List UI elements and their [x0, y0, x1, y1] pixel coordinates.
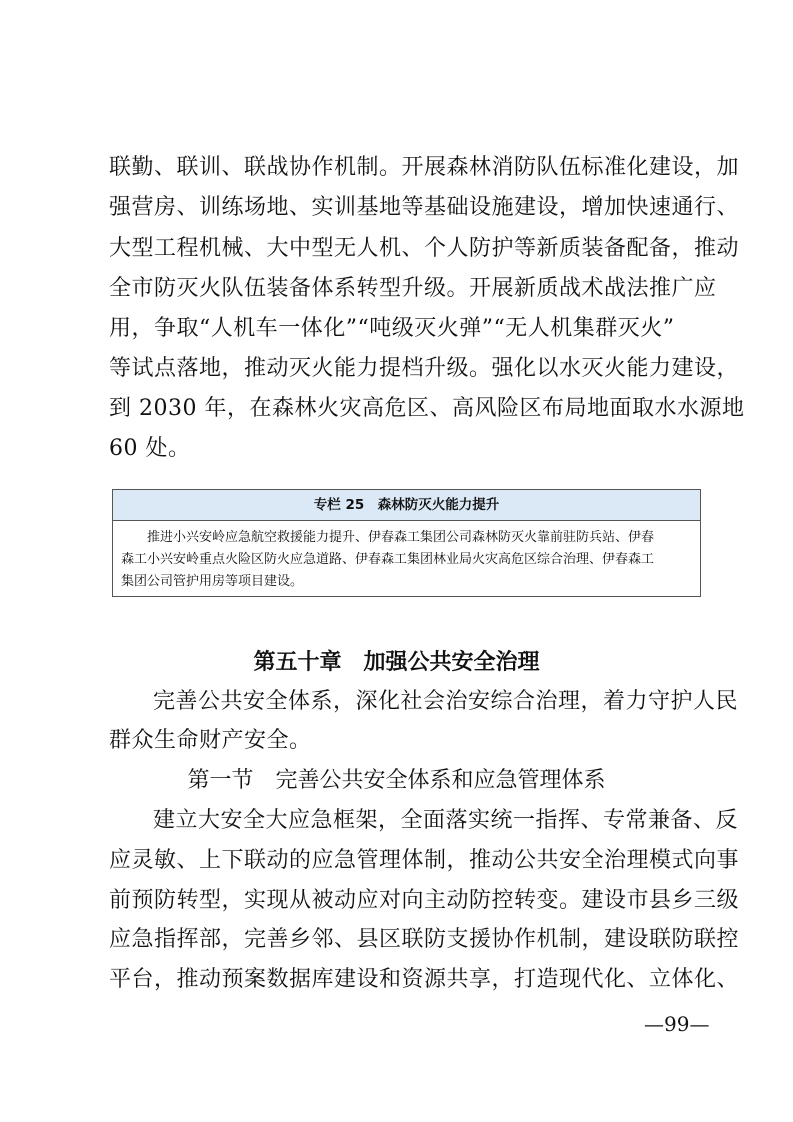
- text-line: 建立大安全大应急框架，全面落实统一指挥、专常兼备、反: [153, 808, 739, 833]
- column-box-line: 集团公司管护用房等项目建设。: [121, 574, 304, 589]
- text-line: 群众生命财产安全。: [109, 728, 312, 753]
- text-line: 60 处。: [109, 436, 191, 461]
- text-line: 应灵敏、上下联动的应急管理体制，推动公共安全治理模式向事: [109, 848, 740, 873]
- text-line: 强营房、训练场地、实训基地等基础设施建设，增加快速通行、: [109, 195, 740, 220]
- chapter-title: 第五十章 加强公共安全治理: [253, 650, 540, 675]
- column-box-line: 森工小兴安岭重点火险区防火应急道路、伊春森工集团林业局火灾高危区综合治理、伊春森工: [121, 552, 655, 567]
- text-line: 联勤、联训、联战协作机制。开展森林消防队伍标准化建设，加: [109, 155, 740, 180]
- page-number: —99—: [644, 1012, 710, 1036]
- section-title: 第一节 完善公共安全体系和应急管理体系: [187, 768, 606, 793]
- text-line: 前预防转型，实现从被动应对向主动防控转变。建设市县乡三级: [109, 888, 740, 913]
- column-box-title: 专栏 25 森林防灭火能力提升: [113, 490, 700, 521]
- text-line: 应急指挥部，完善乡邻、县区联防支援协作机制，建设联防联控: [109, 927, 740, 952]
- text-line: 用，争取“人机车一体化”“吨级灭火弹”“无人机集群灭火”: [109, 316, 675, 341]
- text-line: 大型工程机械、大中型无人机、个人防护等新质装备配备，推动: [109, 236, 740, 261]
- column-box: [112, 489, 701, 597]
- column-box-line: 推进小兴安岭应急航空救援能力提升、伊春森工集团公司森林防灭火靠前驻防兵站、伊春: [147, 530, 655, 545]
- text-line: 平台，推动预案数据库建设和资源共享，打造现代化、立体化、: [109, 967, 740, 992]
- text-line: 完善公共安全体系，深化社会治安综合治理，着力守护人民: [153, 689, 739, 714]
- text-line: 全市防灭火队伍装备体系转型升级。开展新质战术战法推广应: [109, 276, 717, 301]
- column-box-body: [113, 521, 700, 593]
- text-line: 到 2030 年，在森林火灾高危区、高风险区布局地面取水水源地: [109, 396, 745, 421]
- text-line: 等试点落地，推动灭火能力提档升级。强化以水灭火能力建设，: [109, 356, 740, 381]
